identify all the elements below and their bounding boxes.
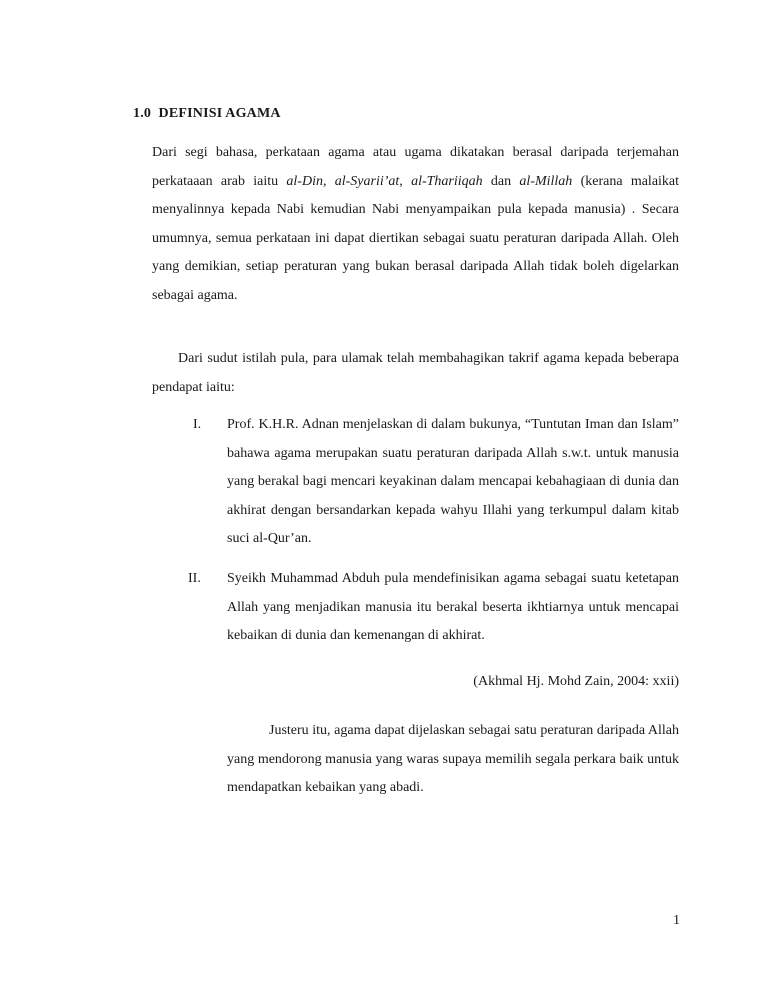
separator: , [322,173,335,189]
list-item-text: Syeikh Muhammad Abduh pula mendefinisikan agama sebagai suatu ketetapan Allah yang menjadikan manusia itu berakal beserta ikhtiarnya untuk mencapai kebaikan di dunia dan kemenangan di akhirat. [227,571,679,644]
paragraph-text: (kerana malaikat menyalinnya kepada Nabi kemudian Nabi menyampaikan pula kepada manusia) . Secara umumnya, semua perkataan ini dapat diertikan sebagai suatu peraturan daripada Allah. Oleh yang demikian, setiap peraturan yang bukan berasal daripada Allah tidak boleh digelarkan sebagai agama. [152,173,680,303]
term-al-thariiqah: al-Thariiqah [411,173,483,189]
section-title: DEFINISI AGAMA [158,106,281,121]
term-al-millah: al-Millah [519,173,573,189]
term-al-din: al-Din [286,173,323,189]
paragraph-definition-language [152,139,679,311]
list-item-text: Prof. K.H.R. Adnan menjelaskan di dalam bukunya, “Tuntutan Iman dan Islam” bahawa agama merupakan suatu peraturan daripada Allah s.w.t. untuk manusia yang berakal bagi mencari keyakinan dalam mencapai kebahagiaan di dunia dan akhirat dengan bersandarkan kepada wahyu Illahi yang terkumpul dalam kitab suci al-Qur’an. [227,417,679,547]
term-al-syariiat: al-Syarii’at [334,173,400,189]
list-marker: I. [193,417,202,432]
citation: (Akhmal Hj. Mohd Zain, 2004: xxii) [473,674,679,689]
page-number: 1 [673,913,680,928]
section-number: 1.0 [133,106,152,121]
section-heading [133,106,281,122]
paragraph-definition-term: Dari sudut istilah pula, para ulamak telah membahagikan takrif agama kepada beberapa pendapat iaitu: [152,351,679,395]
separator: dan [482,173,520,189]
paragraph-text: Dari segi bahasa, perkataan agama atau ugama dikatakan berasal daripada terjemahan perkataaan arab iaitu [152,145,679,189]
list-marker: II. [188,571,201,586]
separator: , [399,173,412,189]
paragraph-conclusion: Justeru itu, agama dapat dijelaskan sebagai satu peraturan daripada Allah yang mendorong manusia yang waras supaya memilih segala perkara baik untuk mendapatkan kebaikan yang abadi. [227,723,679,796]
